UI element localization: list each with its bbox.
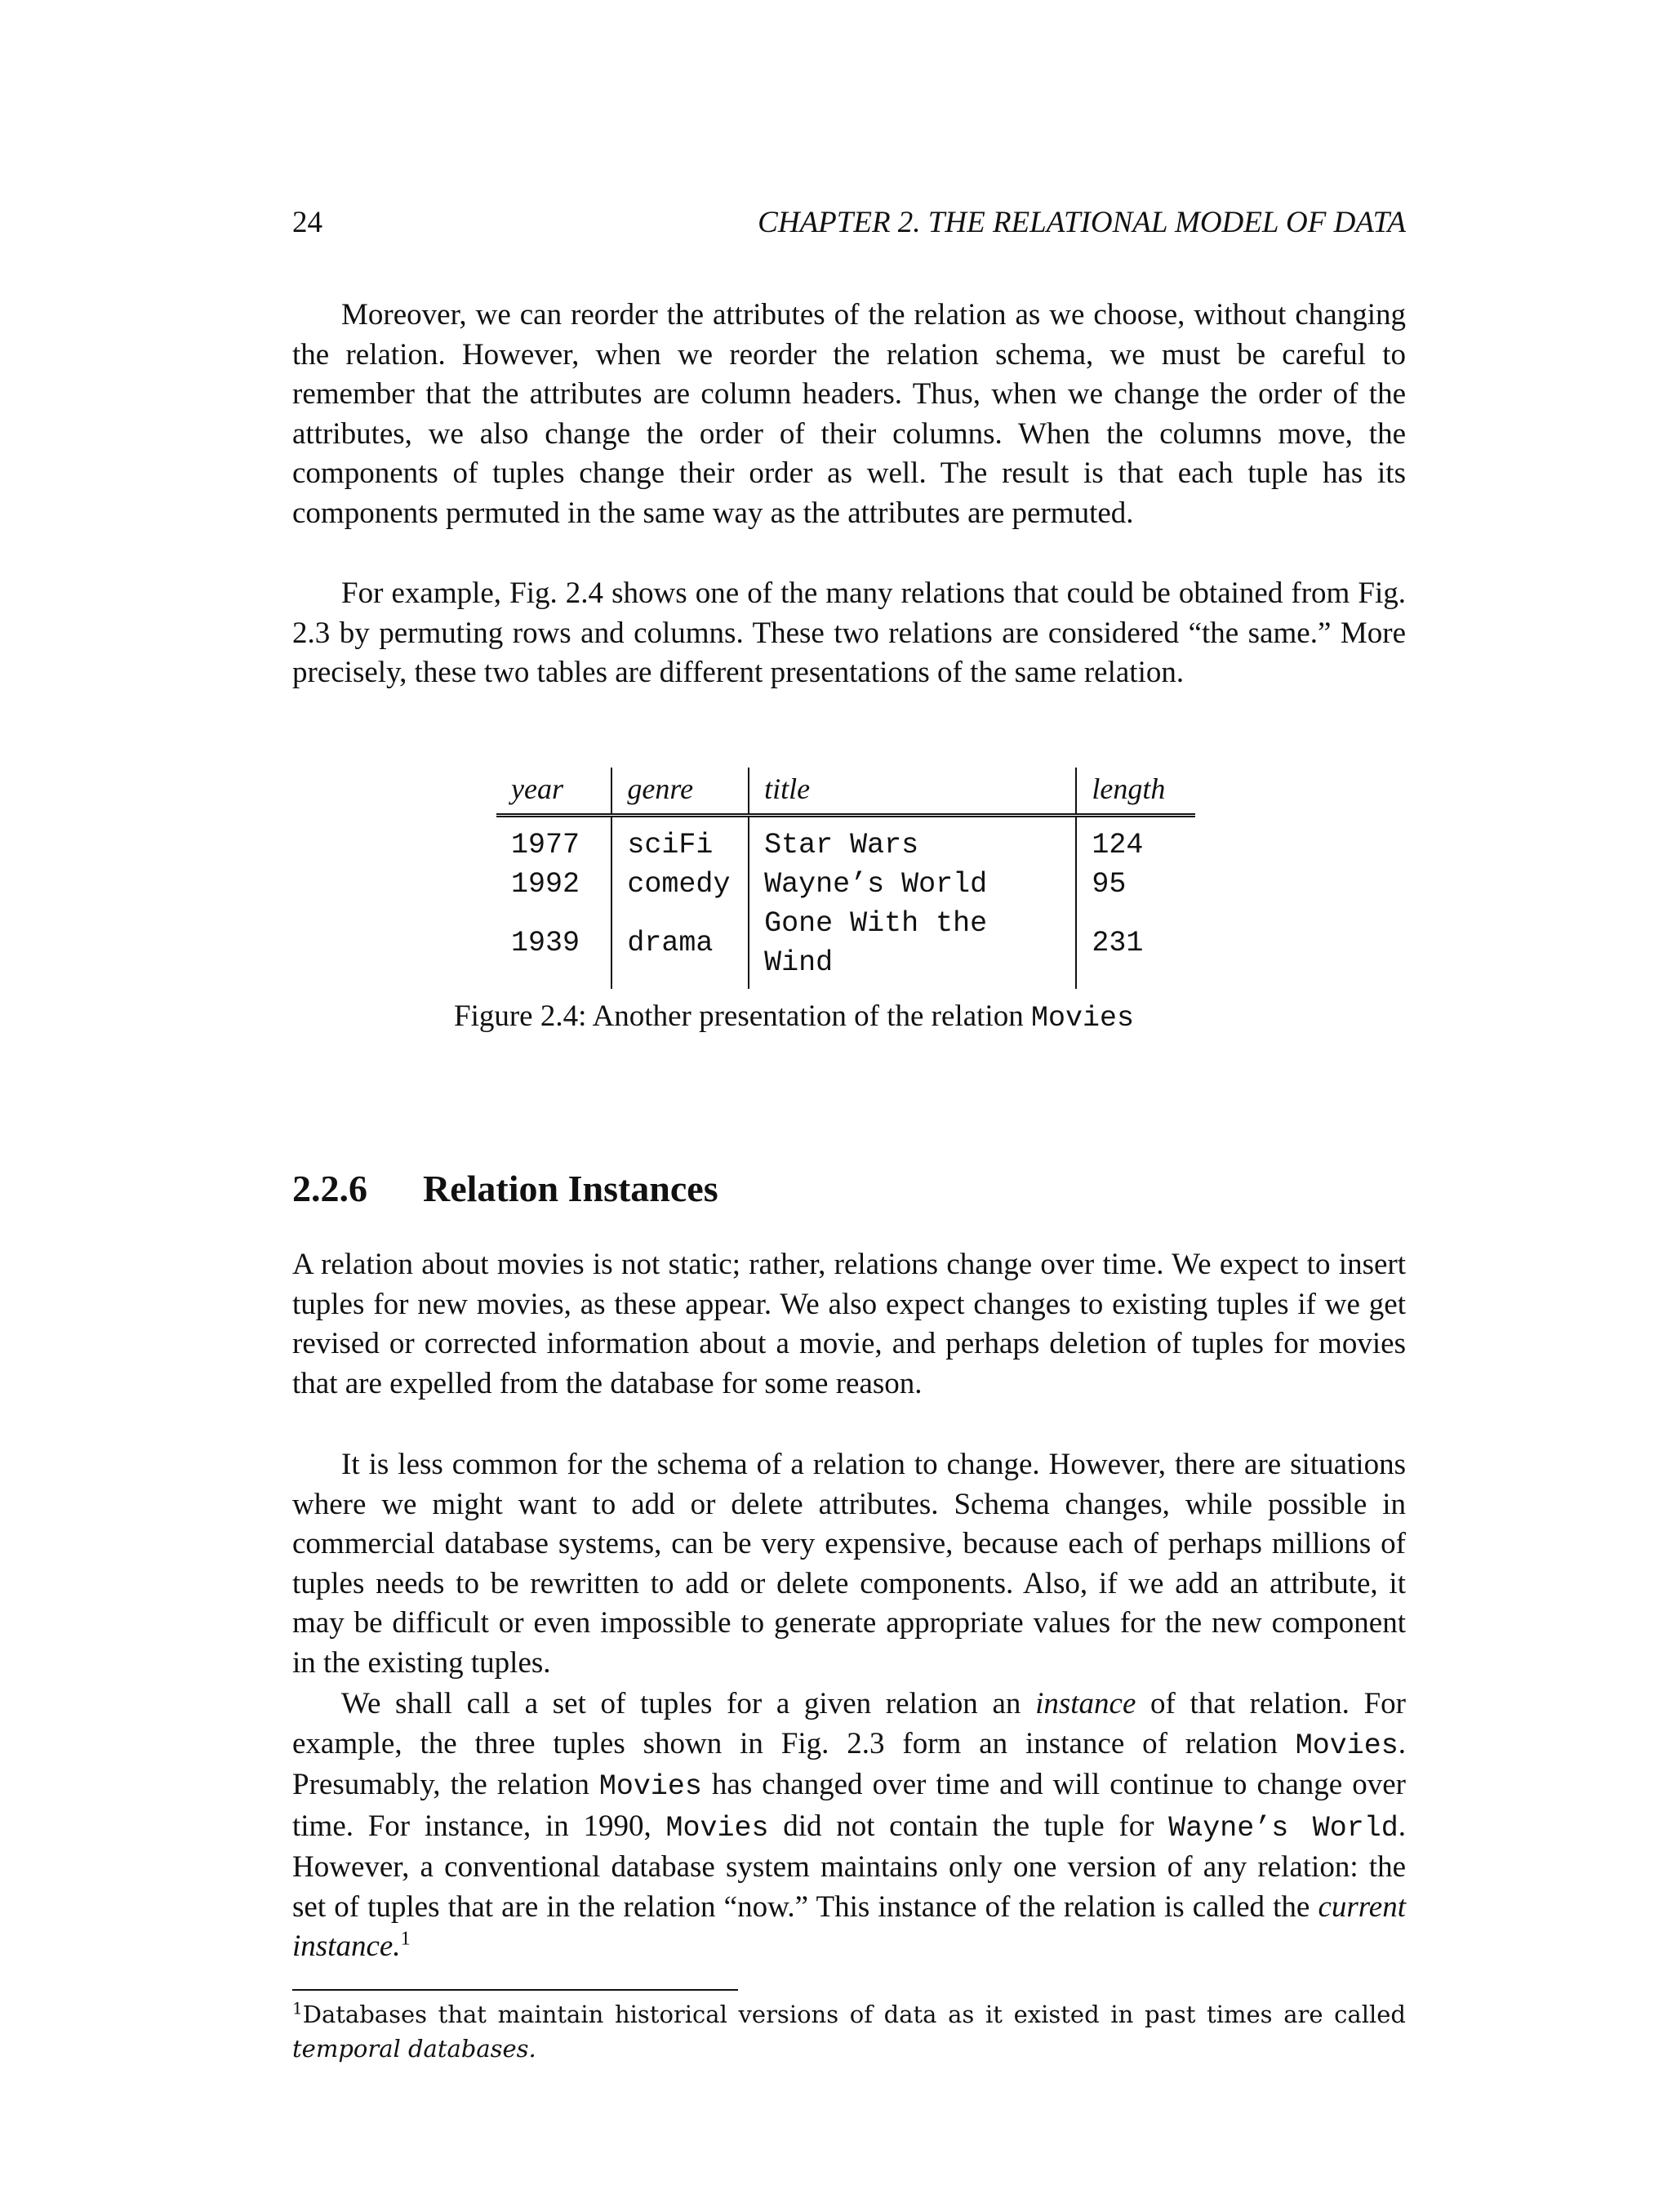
running-head: [292, 203, 1406, 243]
cell-genre: drama: [611, 904, 749, 989]
column-header-title: title: [749, 768, 1076, 816]
footnote-reference: 1: [400, 1928, 411, 1950]
paragraph-instance-definition: [292, 1685, 1406, 1967]
table-row: [496, 816, 1195, 866]
section-title: Relation Instances: [423, 1168, 718, 1209]
cell-title: Gone With the Wind: [749, 904, 1076, 989]
table-row: [496, 904, 1195, 989]
movies-relation-table: [496, 768, 1195, 989]
table-header-row: [496, 768, 1195, 816]
cell-length: 95: [1076, 865, 1195, 904]
caption-code-movies: Movies: [1030, 1002, 1134, 1035]
text-span: We shall call a set of tuples for a given relation an: [341, 1687, 1036, 1720]
cell-title: Wayne’s World: [749, 865, 1076, 904]
paragraph-relations-change: A relation about movies is not static; rather, relations change over time. We expect to insert tuples for new movies, as these appear. We also expect changes to existing tuples if we get revised or corrected information about a movie, and perhaps deletion of tuples for movies that are expelled from the database for some reason.: [292, 1248, 1406, 1400]
column-header-length: length: [1076, 768, 1195, 816]
cell-length: 231: [1076, 904, 1195, 989]
cell-year: 1939: [511, 927, 580, 959]
movies-table-figure: [496, 768, 1195, 989]
section-heading: [292, 1164, 1406, 1214]
column-header-year: year: [496, 768, 611, 816]
column-header-genre: genre: [611, 768, 749, 816]
footnote-marker: 1: [292, 1998, 303, 2018]
text-span: has changed over time and will continue to change over time. For instance, in 1990,: [292, 1768, 1406, 1843]
cell-year: 1977: [511, 829, 580, 861]
text-span: did not contain the tuple for: [768, 1809, 1169, 1843]
footnote-text: Databases that maintain historical versions of data as it existed in past times are called: [302, 2001, 1406, 2028]
term-current-instance: current instance.: [292, 1889, 1406, 1963]
chapter-title: CHAPTER 2. THE RELATIONAL MODEL OF DATA: [758, 206, 1406, 239]
text-span: of that relation. For example, the three tuples shown in Fig. 2.3 form an instance of relation: [292, 1687, 1406, 1760]
text-span: . Presumably, the relation: [292, 1726, 1406, 1801]
caption-text: Figure 2.4: Another presentation of the relation: [454, 999, 1031, 1033]
section-number: 2.2.6: [292, 1168, 367, 1209]
term-instance: instance: [1035, 1687, 1136, 1720]
footnote: [292, 1997, 1406, 2066]
table-row: [496, 865, 1195, 904]
code-movies: Movies: [598, 1770, 702, 1803]
text-span: . However, a conventional database system maintains only one version of any relation: the set of tuples that are in the relation “now.” This instance of the relation is called the: [292, 1809, 1407, 1924]
code-movies: Movies: [1295, 1729, 1399, 1762]
cell-title: Star Wars: [749, 816, 1076, 866]
cell-length: 124: [1076, 816, 1195, 866]
code-movies: Movies: [665, 1811, 769, 1845]
figure-caption: [454, 996, 1270, 1039]
footnote-emphasis: temporal databases.: [292, 2035, 536, 2063]
footnote-rule: [292, 1989, 738, 1991]
code-waynes-world: Wayne’s World: [1168, 1811, 1399, 1845]
cell-genre: sciFi: [611, 816, 749, 866]
paragraph-schema-change: It is less common for the schema of a relation to change. However, there are situations where we might want to add or delete attributes. Schema changes, while possible in commercial database systems, can be very expensive, because each of perhaps millions of tuples needs to be rewritten to add or delete components. Also, if we add an attribute, it may be difficult or even impossible to generate appropriate values for the new component in the existing tuples.: [292, 1448, 1406, 1680]
paragraph-example-permutation: For example, Fig. 2.4 shows one of the many relations that could be obtained from Fig. 2.3 by permuting rows and columns. These two relations are considered “the same.” More precisely, these two tables are different presentations of the same relation.: [292, 576, 1406, 689]
paragraph-reordering-attributes: Moreover, we can reorder the attributes of the relation as we choose, without changing the relation. However, when we reorder the relation schema, we must be careful to remember that the attributes are column headers. Thus, when we change the order of the attributes, we also change the order of their columns. When the columns move, the components of tuples change their order as well. The result is that each tuple has its components permuted in the same way as the attributes are permuted.: [292, 298, 1406, 530]
page-number: 24: [292, 206, 322, 239]
cell-year: 1992: [511, 868, 580, 901]
cell-genre: comedy: [611, 865, 749, 904]
